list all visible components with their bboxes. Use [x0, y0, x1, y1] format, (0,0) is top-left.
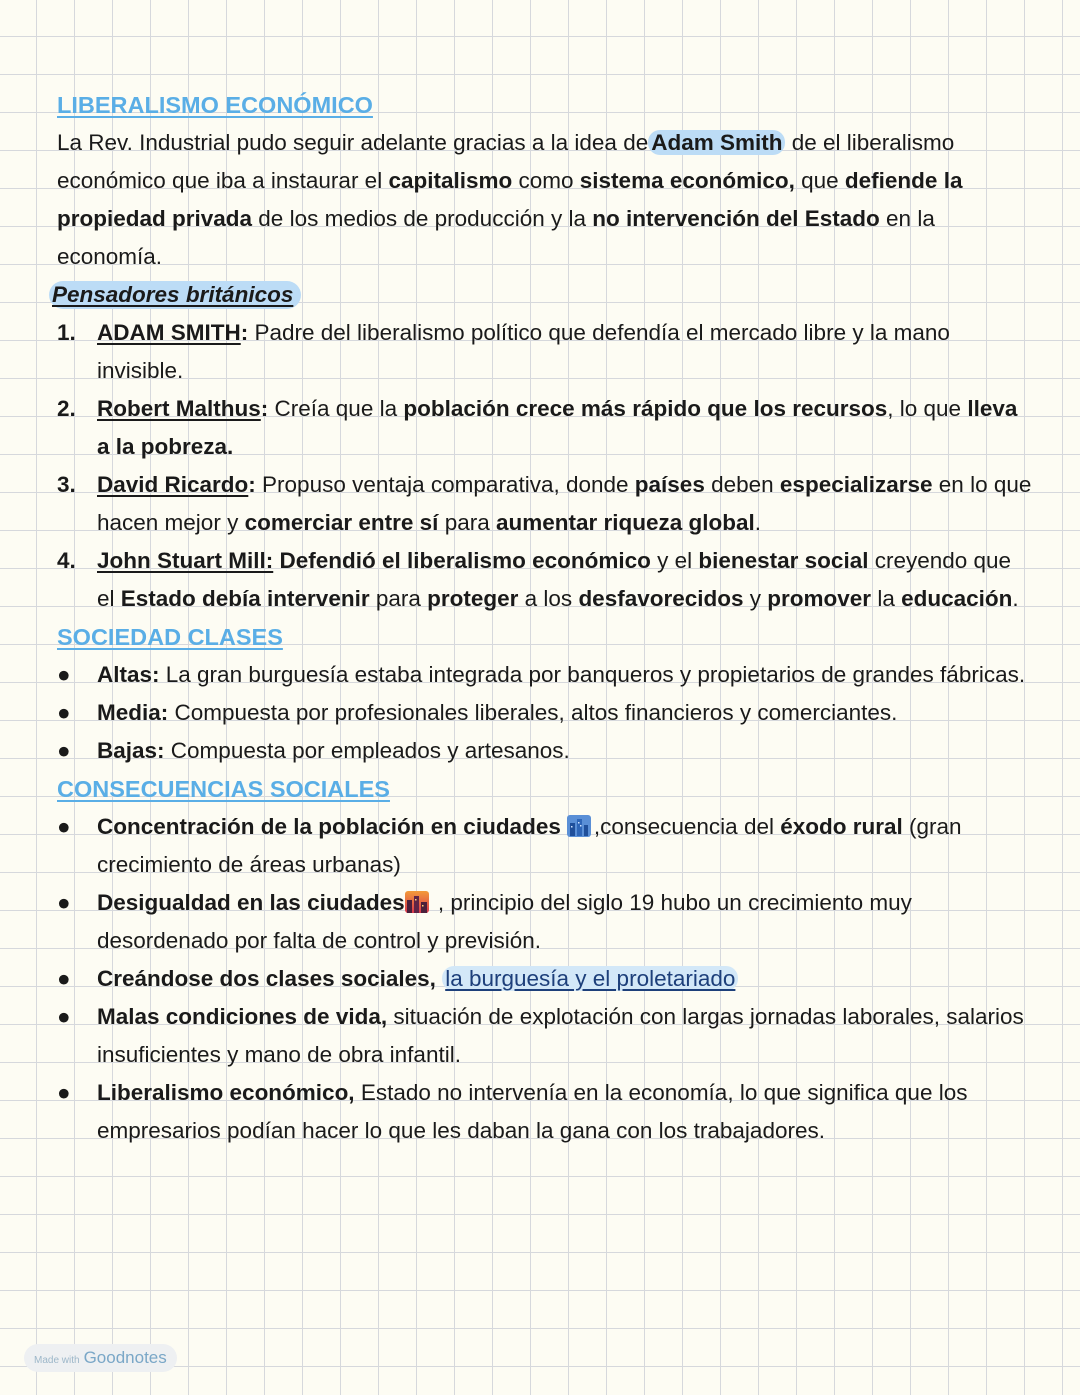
- social-classes-list: [57, 656, 1032, 770]
- list-item: ● Creándose dos clases sociales, la burguesía y el proletariado: [57, 960, 1032, 998]
- thinker-name: David Ricardo: [97, 472, 249, 497]
- list-item: ● Media: Compuesta por profesionales liberales, altos financieros y comerciantes.: [57, 694, 1032, 732]
- subheading-pensadores: Pensadores británicos: [49, 281, 301, 309]
- thinker-name: ADAM SMITH: [97, 320, 241, 345]
- highlight-adam-smith: Adam Smith: [648, 130, 785, 155]
- list-item: ● Desigualdad en las ciudades , principio del siglo 19 hubo un crecimiento muy desordenado por falta de control y previsión.: [57, 884, 1032, 960]
- bullet: ●: [57, 966, 71, 991]
- list-item: 2. Robert Malthus: Creía que la población crece más rápido que los recursos, lo que lleva a la pobreza.: [57, 396, 1018, 459]
- list-item: ● Altas: La gran burguesía estaba integrada por banqueros y propietarios de grandes fábricas.: [57, 656, 1032, 694]
- thinker-name: John Stuart Mill:: [97, 548, 274, 573]
- city-emoji-icon: [567, 815, 591, 837]
- sunset-city-emoji-icon: [405, 891, 429, 913]
- bullet: ●: [57, 814, 71, 839]
- list-item: ● Concentración de la población en ciudades ,consecuencia del éxodo rural (gran crecimiento de áreas urbanas): [57, 808, 1032, 884]
- section-title-sociedad: SOCIEDAD CLASES: [57, 624, 283, 650]
- intro-paragraph: La Rev. Industrial pudo seguir adelante gracias a la idea de Adam Smith de el liberalismo económico que iba a instaurar el capitalismo como sistema económico, que defiende la propiedad privada de los medios de producción y la no intervención del Estado en la economía.: [57, 130, 963, 269]
- section-title-consecuencias: CONSECUENCIAS SOCIALES: [57, 776, 390, 802]
- bullet: ●: [57, 1080, 71, 1105]
- list-item: ● Bajas: Compuesta por empleados y artesanos.: [57, 732, 1032, 770]
- bullet: ●: [57, 662, 71, 687]
- bullet: ●: [57, 890, 71, 915]
- link-burguesia-proletariado[interactable]: la burguesía y el proletariado: [442, 966, 738, 991]
- list-item: 4. John Stuart Mill: Defendió el liberalismo económico y el bienestar social creyendo que el Estado debía intervenir para proteger a los desfavorecidos y promover la educación.: [57, 548, 1019, 611]
- list-item: ● Malas condiciones de vida, situación de explotación con largas jornadas laborales, salarios insuficientes y mano de obra infantil.: [57, 998, 1032, 1074]
- list-item: 3. David Ricardo: Propuso ventaja comparativa, donde países deben especializarse en lo que hacen mejor y comerciar entre sí para aumentar riqueza global.: [57, 472, 1032, 535]
- thinker-name: Robert Malthus: [97, 396, 261, 421]
- bullet: ●: [57, 1004, 71, 1029]
- bullet: ●: [57, 700, 71, 725]
- thinkers-list: [57, 314, 1032, 618]
- bullet: ●: [57, 738, 71, 763]
- list-item: ● Liberalismo económico, Estado no intervenía en la economía, lo que significa que los empresarios podían hacer lo que les daban la gana con los trabajadores.: [57, 1074, 1032, 1150]
- made-with-goodnotes-badge: Made with Goodnotes: [24, 1344, 177, 1372]
- consequences-list: [57, 808, 1032, 1150]
- section-title-liberalismo: LIBERALISMO ECONÓMICO: [57, 92, 373, 118]
- list-item: 1. ADAM SMITH: Padre del liberalismo político que defendía el mercado libre y la mano invisible.: [57, 320, 950, 383]
- note-page: [52, 86, 1032, 1150]
